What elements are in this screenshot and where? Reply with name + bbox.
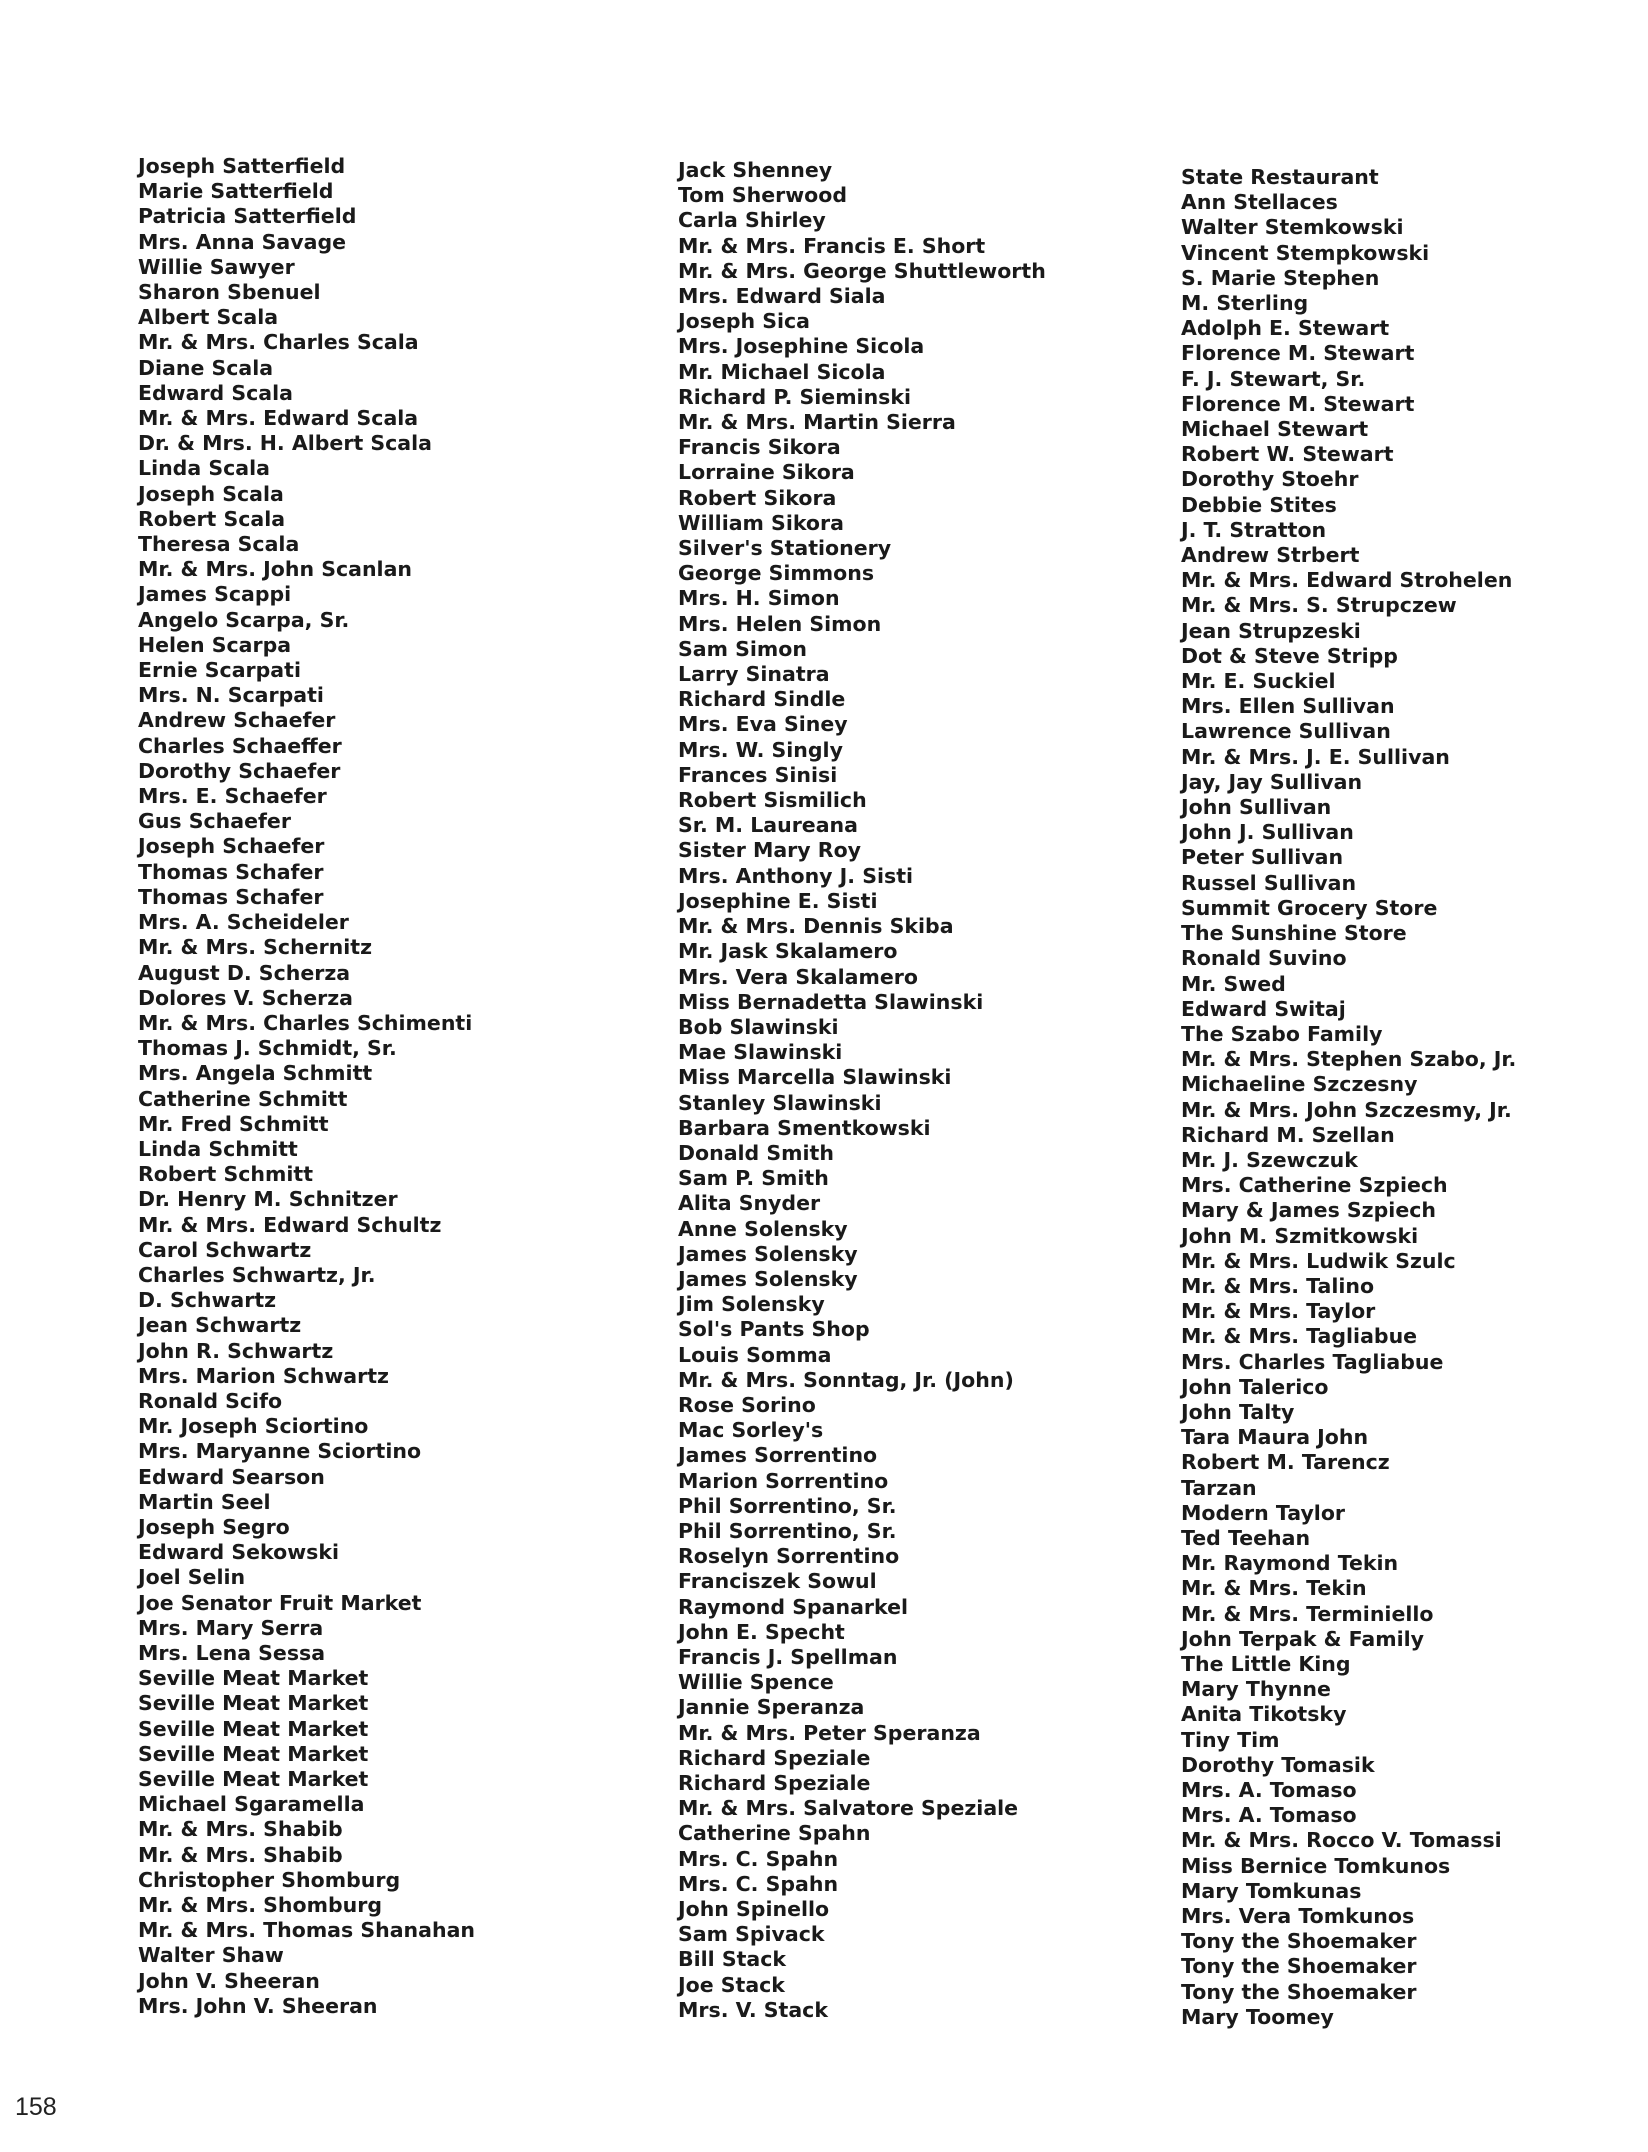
name-entry: Mary Tomkunas <box>1181 1878 1362 1903</box>
name-entry: Edward Scala <box>138 380 293 405</box>
name-entry: Mrs. Charles Tagliabue <box>1181 1349 1444 1374</box>
name-entry: Bill Stack <box>678 1947 787 1972</box>
name-entry: Rose Sorino <box>678 1392 816 1417</box>
name-entry: Helen Scarpa <box>138 632 292 657</box>
name-entry: Miss Bernadetta Slawinski <box>678 989 984 1014</box>
name-entry: Willie Spence <box>678 1670 834 1695</box>
name-entry: Mrs. A. Scheideler <box>138 910 349 935</box>
name-entry: John R. Schwartz <box>138 1338 334 1363</box>
name-entry: Sr. M. Laureana <box>678 813 858 838</box>
name-entry: Mrs. E. Schaefer <box>138 784 327 809</box>
name-entry: Mr. J. Szewczuk <box>1181 1147 1358 1172</box>
name-entry: Edward Searson <box>138 1464 325 1489</box>
name-entry: Mr. & Mrs. Peter Speranza <box>678 1720 981 1745</box>
name-entry: John Sullivan <box>1181 795 1332 820</box>
name-entry: August D. Scherza <box>138 960 351 985</box>
name-entry: Sam Spivack <box>678 1922 825 1947</box>
name-entry: Ernie Scarpati <box>138 658 301 683</box>
name-entry: Mr. & Mrs. George Shuttleworth <box>678 258 1046 283</box>
name-entry: Dorothy Stoehr <box>1181 467 1359 492</box>
name-entry: M. Sterling <box>1181 291 1309 316</box>
name-entry: Walter Shaw <box>138 1943 284 1968</box>
name-entry: Florence M. Stewart <box>1181 341 1415 366</box>
name-entry: Tiny Tim <box>1181 1727 1280 1752</box>
name-entry: Sam P. Smith <box>678 1166 829 1191</box>
name-entry: Richard Speziale <box>678 1771 871 1795</box>
name-entry: Jannie Speranza <box>678 1695 865 1720</box>
name-entry: John Spinello <box>678 1897 830 1922</box>
name-entry: Sharon Sbenuel <box>138 280 321 305</box>
name-entry: Mrs. Anna Savage <box>138 229 347 254</box>
name-entry: Edward Switaj <box>1181 996 1346 1021</box>
name-entry: Thomas Schafer <box>138 884 324 909</box>
name-entry: Mrs. Ellen Sullivan <box>1181 694 1395 719</box>
name-entry: The Szabo Family <box>1181 1021 1383 1046</box>
name-entry: Mrs. H. Simon <box>678 586 840 611</box>
name-entry: Mr. Raymond Tekin <box>1181 1551 1399 1576</box>
name-entry: Mr. & Mrs. Salvatore Speziale <box>678 1796 1019 1821</box>
name-entry: Christopher Shomburg <box>138 1867 401 1892</box>
name-entry: Joe Stack <box>678 1972 785 1997</box>
name-entry: Angelo Scarpa, Sr. <box>138 607 350 632</box>
name-entry: Joseph Satterfield <box>138 154 346 178</box>
name-entry: Jay, Jay Sullivan <box>1181 769 1363 794</box>
name-entry: Mr. & Mrs. J. E. Sullivan <box>1181 744 1450 769</box>
name-entry: Vincent Stempkowski <box>1181 240 1430 265</box>
name-entry: Thomas J. Schmidt, Sr. <box>138 1036 397 1061</box>
name-entry: The Sunshine Store <box>1181 921 1407 946</box>
name-entry: Richard M. Szellan <box>1181 1122 1395 1147</box>
name-entry: Mr. & Mrs. Terminiello <box>1181 1601 1434 1626</box>
name-entry: Franciszek Sowul <box>678 1569 877 1594</box>
name-entry: Mrs. W. Singly <box>678 737 843 762</box>
name-column-1 <box>138 154 475 2019</box>
name-entry: Martin Seel <box>138 1489 271 1514</box>
name-entry: Seville Meat Market <box>138 1666 369 1691</box>
name-entry: Francis Sikora <box>678 435 841 460</box>
name-entry: Stanley Slawinski <box>678 1090 882 1115</box>
name-entry: Tony the Shoemaker <box>1181 1979 1417 2004</box>
name-entry: Josephine E. Sisti <box>678 888 878 913</box>
name-entry: Edward Sekowski <box>138 1540 340 1565</box>
name-entry: Michael Sgaramella <box>138 1792 365 1817</box>
name-entry: Mr. & Mrs. Edward Scala <box>138 406 419 431</box>
name-entry: Modern Taylor <box>1181 1500 1346 1525</box>
name-entry: Anne Solensky <box>678 1216 848 1241</box>
name-entry: Mrs. V. Stack <box>678 1997 828 2022</box>
name-entry: Ann Stellaces <box>1181 190 1338 215</box>
name-entry: Jim Solensky <box>678 1292 825 1317</box>
name-entry: Robert Sikora <box>678 485 837 510</box>
name-entry: Mr. Joseph Sciortino <box>138 1414 369 1439</box>
name-entry: Debbie Stites <box>1181 492 1337 517</box>
name-entry: Ronald Scifo <box>138 1388 283 1413</box>
name-entry: Mr. & Mrs. Stephen Szabo, Jr. <box>1181 1047 1517 1072</box>
name-entry: Linda Scala <box>138 456 270 481</box>
name-entry: Lorraine Sikora <box>678 460 855 485</box>
name-entry: James Sorrentino <box>678 1443 878 1468</box>
name-entry: Adolph E. Stewart <box>1181 316 1390 341</box>
name-entry: Anita Tikotsky <box>1181 1702 1347 1727</box>
name-entry: Tom Sherwood <box>678 183 847 208</box>
name-entry: Roselyn Sorrentino <box>678 1544 900 1569</box>
name-entry: Dolores V. Scherza <box>138 985 353 1010</box>
name-entry: Mr. & Mrs. Rocco V. Tomassi <box>1181 1828 1502 1853</box>
name-entry: Richard Speziale <box>678 1745 871 1770</box>
name-entry: Jack Shenney <box>678 158 833 182</box>
name-entry: Tara Maura John <box>1181 1425 1369 1450</box>
name-entry: Mr. Swed <box>1181 971 1286 996</box>
name-entry: Dorothy Schaefer <box>138 758 341 783</box>
name-entry: Carla Shirley <box>678 208 826 233</box>
name-column-3 <box>1181 165 1516 2030</box>
name-entry: John M. Szmitkowski <box>1181 1223 1419 1248</box>
name-entry: Mrs. Helen Simon <box>678 611 882 636</box>
name-entry: Charles Schwartz, Jr. <box>138 1262 376 1287</box>
name-entry: Seville Meat Market <box>138 1767 369 1791</box>
name-entry: Thomas Schafer <box>138 859 324 884</box>
name-entry: Mr. & Mrs. Edward Schultz <box>138 1212 442 1237</box>
name-entry: Barbara Smentkowski <box>678 1115 931 1140</box>
name-entry: Willie Sawyer <box>138 254 295 279</box>
name-entry: Seville Meat Market <box>138 1741 369 1766</box>
name-entry: Frances Sinisi <box>678 762 838 787</box>
name-entry: Tarzan <box>1181 1475 1257 1500</box>
name-entry: Mr. & Mrs. Ludwik Szulc <box>1181 1248 1456 1273</box>
name-entry: Summit Grocery Store <box>1181 895 1438 920</box>
name-entry: Ronald Suvino <box>1181 946 1347 971</box>
name-entry: Peter Sullivan <box>1181 845 1344 870</box>
name-entry: Mae Slawinski <box>678 1040 843 1065</box>
page-number: 158 <box>15 2093 57 2121</box>
name-entry: Albert Scala <box>138 305 279 330</box>
name-entry: Robert Scala <box>138 506 286 531</box>
name-entry: Ted Teehan <box>1181 1525 1311 1550</box>
name-entry: Mrs. Eva Siney <box>678 712 848 737</box>
name-entry: Mr. & Mrs. John Scanlan <box>138 557 412 582</box>
name-entry: Mr. Fred Schmitt <box>138 1111 329 1136</box>
name-entry: Mrs. John V. Sheeran <box>138 1993 378 2018</box>
name-entry: Russel Sullivan <box>1181 870 1357 895</box>
name-entry: John J. Sullivan <box>1181 820 1354 845</box>
name-entry: Mrs. Marion Schwartz <box>138 1363 389 1388</box>
name-entry: S. Marie Stephen <box>1181 265 1380 290</box>
name-entry: Mr. & Mrs. Francis E. Short <box>678 233 986 258</box>
name-entry: James Solensky <box>678 1241 858 1266</box>
name-entry: State Restaurant <box>1181 165 1379 189</box>
name-entry: Catherine Spahn <box>678 1821 871 1846</box>
name-entry: Robert Sismilich <box>678 788 867 813</box>
name-entry: Mr. & Mrs. Shomburg <box>138 1893 383 1918</box>
name-entry: Mr. & Mrs. Shabib <box>138 1842 343 1867</box>
name-entry: Bob Slawinski <box>678 1014 839 1039</box>
name-entry: Mr. Michael Sicola <box>678 359 886 384</box>
name-entry: Mr. & Mrs. Martin Sierra <box>678 410 956 435</box>
name-entry: Patricia Satterfield <box>138 204 357 229</box>
name-entry: Gus Schaefer <box>138 809 291 834</box>
name-entry: Mr. Jask Skalamero <box>678 939 898 964</box>
name-entry: Dot & Steve Stripp <box>1181 643 1398 668</box>
name-entry: Robert W. Stewart <box>1181 442 1394 467</box>
name-entry: Mary Toomey <box>1181 2004 1334 2029</box>
name-entry: Raymond Spanarkel <box>678 1594 909 1619</box>
name-entry: Sol's Pants Shop <box>678 1317 870 1342</box>
name-entry: Dorothy Tomasik <box>1181 1752 1375 1777</box>
name-entry: Mrs. A. Tomaso <box>1181 1778 1357 1802</box>
name-entry: Joe Senator Fruit Market <box>138 1590 422 1615</box>
name-entry: Mrs. A. Tomaso <box>1181 1803 1357 1828</box>
name-entry: John Terpak & Family <box>1181 1626 1425 1651</box>
name-entry: Mrs. N. Scarpati <box>138 683 324 708</box>
name-entry: Lawrence Sullivan <box>1181 719 1391 744</box>
name-entry: Silver's Stationery <box>678 536 892 561</box>
name-entry: Joseph Sica <box>678 309 810 334</box>
name-entry: Mrs. Josephine Sicola <box>678 334 925 359</box>
name-entry: Mrs. Mary Serra <box>138 1615 324 1640</box>
name-entry: Dr. Henry M. Schnitzer <box>138 1187 398 1212</box>
name-entry: Walter Stemkowski <box>1181 215 1404 240</box>
name-entry: Mr. & Mrs. Schernitz <box>138 935 373 960</box>
name-entry: James Scappi <box>138 582 292 607</box>
name-entry: Phil Sorrentino, Sr. <box>678 1518 897 1543</box>
name-entry: Andrew Schaefer <box>138 708 336 733</box>
name-entry: Mary & James Szpiech <box>1181 1198 1436 1223</box>
name-entry: Mr. & Mrs. S. Strupczew <box>1181 593 1457 618</box>
name-entry: Larry Sinatra <box>678 662 830 687</box>
name-entry: Mrs. Angela Schmitt <box>138 1061 373 1086</box>
name-entry: Robert Schmitt <box>138 1162 313 1187</box>
name-entry: Mary Thynne <box>1181 1677 1331 1702</box>
name-entry: Mac Sorley's <box>678 1418 824 1443</box>
name-entry: James Solensky <box>678 1266 858 1291</box>
name-entry: Mrs. Catherine Szpiech <box>1181 1173 1448 1198</box>
name-entry: Florence M. Stewart <box>1181 391 1415 416</box>
name-entry: Joseph Scala <box>138 481 284 506</box>
name-entry: Miss Bernice Tomkunos <box>1181 1853 1451 1878</box>
name-entry: Mrs. C. Spahn <box>678 1871 839 1896</box>
name-entry: Sister Mary Roy <box>678 838 862 863</box>
name-entry: Joseph Schaefer <box>138 834 325 859</box>
name-entry: Mr. & Mrs. Charles Scala <box>138 330 419 355</box>
name-entry: D. Schwartz <box>138 1288 277 1313</box>
name-entry: F. J. Stewart, Sr. <box>1181 366 1366 391</box>
name-entry: John Talerico <box>1181 1374 1329 1399</box>
name-entry: John V. Sheeran <box>138 1968 320 1993</box>
name-entry: Mrs. Maryanne Sciortino <box>138 1439 422 1464</box>
name-entry: Sam Simon <box>678 636 807 661</box>
name-entry: Phil Sorrentino, Sr. <box>678 1493 897 1518</box>
name-entry: Mr. & Mrs. Taylor <box>1181 1299 1376 1324</box>
name-entry: Seville Meat Market <box>138 1691 369 1716</box>
name-entry: Mr. & Mrs. Shabib <box>138 1817 343 1842</box>
name-entry: Mr. E. Suckiel <box>1181 669 1336 694</box>
name-entry: John E. Specht <box>678 1619 845 1644</box>
name-entry: Seville Meat Market <box>138 1716 369 1741</box>
name-entry: Mr. & Mrs. Thomas Shanahan <box>138 1918 475 1943</box>
name-entry: Mr. & Mrs. Tekin <box>1181 1576 1367 1601</box>
name-entry: Louis Somma <box>678 1342 832 1367</box>
name-entry: Theresa Scala <box>138 532 300 557</box>
name-entry: Jean Schwartz <box>138 1313 302 1338</box>
name-entry: Alita Snyder <box>678 1191 821 1216</box>
name-entry: Robert M. Tarencz <box>1181 1450 1390 1475</box>
name-entry: Joel Selin <box>138 1565 246 1590</box>
name-column-2 <box>678 158 1046 2023</box>
name-entry: Linda Schmitt <box>138 1136 298 1161</box>
name-entry: Mrs. Lena Sessa <box>138 1640 326 1665</box>
name-entry: Tony the Shoemaker <box>1181 1954 1417 1979</box>
name-entry: Andrew Strbert <box>1181 543 1360 568</box>
name-entry: Mrs. Vera Tomkunos <box>1181 1904 1415 1929</box>
name-entry: Mr. & Mrs. Dennis Skiba <box>678 914 954 939</box>
name-entry: Mr. & Mrs. Talino <box>1181 1273 1375 1298</box>
name-entry: Mrs. Vera Skalamero <box>678 964 918 989</box>
name-entry: Mrs. Anthony J. Sisti <box>678 863 914 888</box>
name-entry: Mr. & Mrs. Edward Strohelen <box>1181 568 1513 593</box>
name-entry: J. T. Stratton <box>1181 517 1327 542</box>
name-entry: Michael Stewart <box>1181 417 1369 442</box>
name-entry: Richard P. Sieminski <box>678 384 912 409</box>
name-entry: Jean Strupzeski <box>1181 618 1361 643</box>
name-entry: Mr. & Mrs. Sonntag, Jr. (John) <box>678 1367 1014 1392</box>
name-entry: Marie Satterfield <box>138 179 334 204</box>
name-entry: Michaeline Szczesny <box>1181 1072 1418 1097</box>
name-entry: Catherine Schmitt <box>138 1086 348 1111</box>
name-entry: Diane Scala <box>138 355 274 380</box>
name-entry: Charles Schaeffer <box>138 733 342 758</box>
name-entry: Donald Smith <box>678 1140 834 1165</box>
name-entry: The Little King <box>1181 1651 1351 1676</box>
name-entry: William Sikora <box>678 510 844 535</box>
name-entry: Marion Sorrentino <box>678 1468 889 1493</box>
name-entry: Francis J. Spellman <box>678 1644 898 1669</box>
name-entry: Carol Schwartz <box>138 1237 312 1262</box>
name-entry: George Simmons <box>678 561 875 586</box>
name-entry: Tony the Shoemaker <box>1181 1929 1417 1954</box>
name-entry: Mr. & Mrs. Charles Schimenti <box>138 1010 473 1035</box>
name-entry: Dr. & Mrs. H. Albert Scala <box>138 431 432 456</box>
name-entry: Mr. & Mrs. Tagliabue <box>1181 1324 1418 1349</box>
name-entry: Richard Sindle <box>678 687 846 712</box>
name-entry: Mrs. C. Spahn <box>678 1846 839 1871</box>
name-entry: John Talty <box>1181 1399 1295 1424</box>
name-entry: Mrs. Edward Siala <box>678 284 886 309</box>
name-entry: Miss Marcella Slawinski <box>678 1065 952 1090</box>
name-entry: Joseph Segro <box>138 1514 290 1539</box>
name-entry: Mr. & Mrs. John Szczesmy, Jr. <box>1181 1097 1512 1122</box>
